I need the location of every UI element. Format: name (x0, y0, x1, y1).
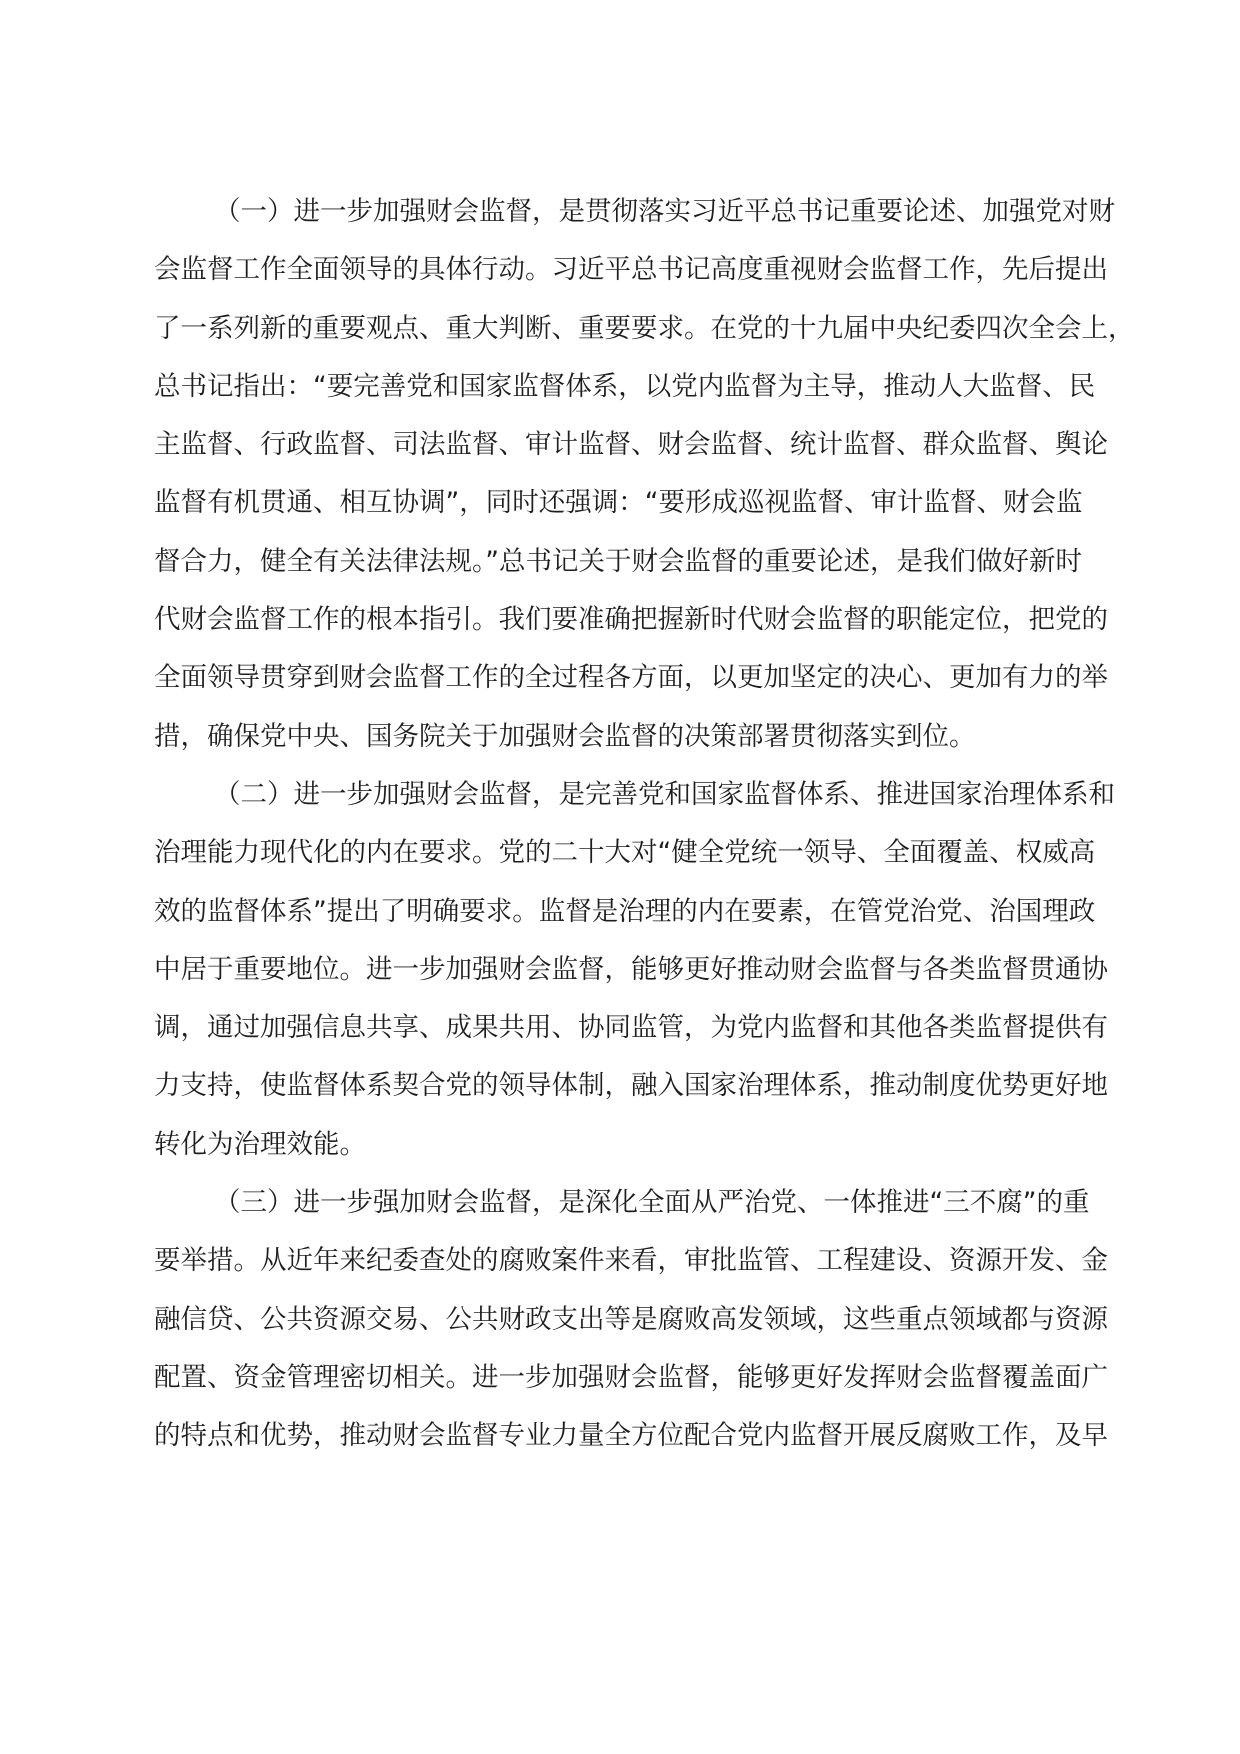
text-line: 要举措。从近年来纪委查处的腐败案件来看，审批监管、工程建设、资源开发、金 (154, 1245, 1108, 1277)
text-line: 融信贷、公共资源交易、公共财政支出等是腐败高发领域，这些重点领域都与资源 (154, 1303, 1108, 1335)
paragraph-1 (154, 196, 1135, 780)
paragraph-2 (154, 778, 1115, 1188)
paragraph-3 (154, 1187, 1108, 1479)
text-line: 监督有机贯通、相互协调”，同时还强调：“要形成巡视监督、审计监督、财会监 (154, 487, 1083, 519)
text-line: 总书记指出：“要完善党和国家监督体系，以党内监督为主导，推动人大监督、民 (154, 370, 1096, 402)
text-line: 督合力，健全有关法律法规。”总书记关于财会监督的重要论述，是我们做好新时 (154, 545, 1082, 577)
text-line: （二）进一步加强财会监督，是完善党和国家监督体系、推进国家治理体系和 (214, 778, 1115, 810)
text-line: （一）进一步加强财会监督，是贯彻落实习近平总书记重要论述、加强党对财 (214, 196, 1115, 227)
text-line: 调，通过加强信息共享、成果共用、协同监管，为党内监督和其他各类监督提供有 (154, 1012, 1108, 1044)
text-line: 措，确保党中央、国务院关于加强财会监督的决策部署贯彻落实到位。 (154, 720, 976, 752)
text-line: 治理能力现代化的内在要求。党的二十大对“健全党统一领导、全面覆盖、权威高 (154, 837, 1096, 869)
text-line: 力支持，使监督体系契合党的领导体制，融入国家治理体系，推动制度优势更好地 (154, 1070, 1108, 1102)
text-line: 了一系列新的重要观点、重大判断、重要要求。在党的十九届中央纪委四次全会上， (154, 312, 1135, 344)
text-line: 会监督工作全面领导的具体行动。习近平总书记高度重视财会监督工作，先后提出 (154, 254, 1108, 286)
text-line: 全面领导贯穿到财会监督工作的全过程各方面，以更加坚定的决心、更加有力的举 (154, 662, 1108, 694)
document-body (154, 196, 1135, 1480)
text-line: 中居于重要地位。进一步加强财会监督，能够更好推动财会监督与各类监督贯通协 (154, 953, 1108, 985)
text-line: （三）进一步强加财会监督，是深化全面从严治党、一体推进“三不腐”的重 (214, 1187, 1090, 1219)
text-line: 代财会监督工作的根本指引。我们要准确把握新时代财会监督的职能定位，把党的 (154, 604, 1108, 636)
text-line: 转化为治理效能。 (154, 1128, 366, 1160)
text-line: 主监督、行政监督、司法监督、审计监督、财会监督、统计监督、群众监督、舆论 (154, 429, 1108, 461)
text-line: 效的监督体系”提出了明确要求。监督是治理的内在要素，在管党治党、治国理政 (154, 895, 1096, 927)
text-line: 配置、资金管理密切相关。进一步加强财会监督，能够更好发挥财会监督覆盖面广 (154, 1361, 1108, 1393)
text-line: 的特点和优势，推动财会监督专业力量全方位配合党内监督开展反腐败工作，及早 (154, 1420, 1108, 1452)
